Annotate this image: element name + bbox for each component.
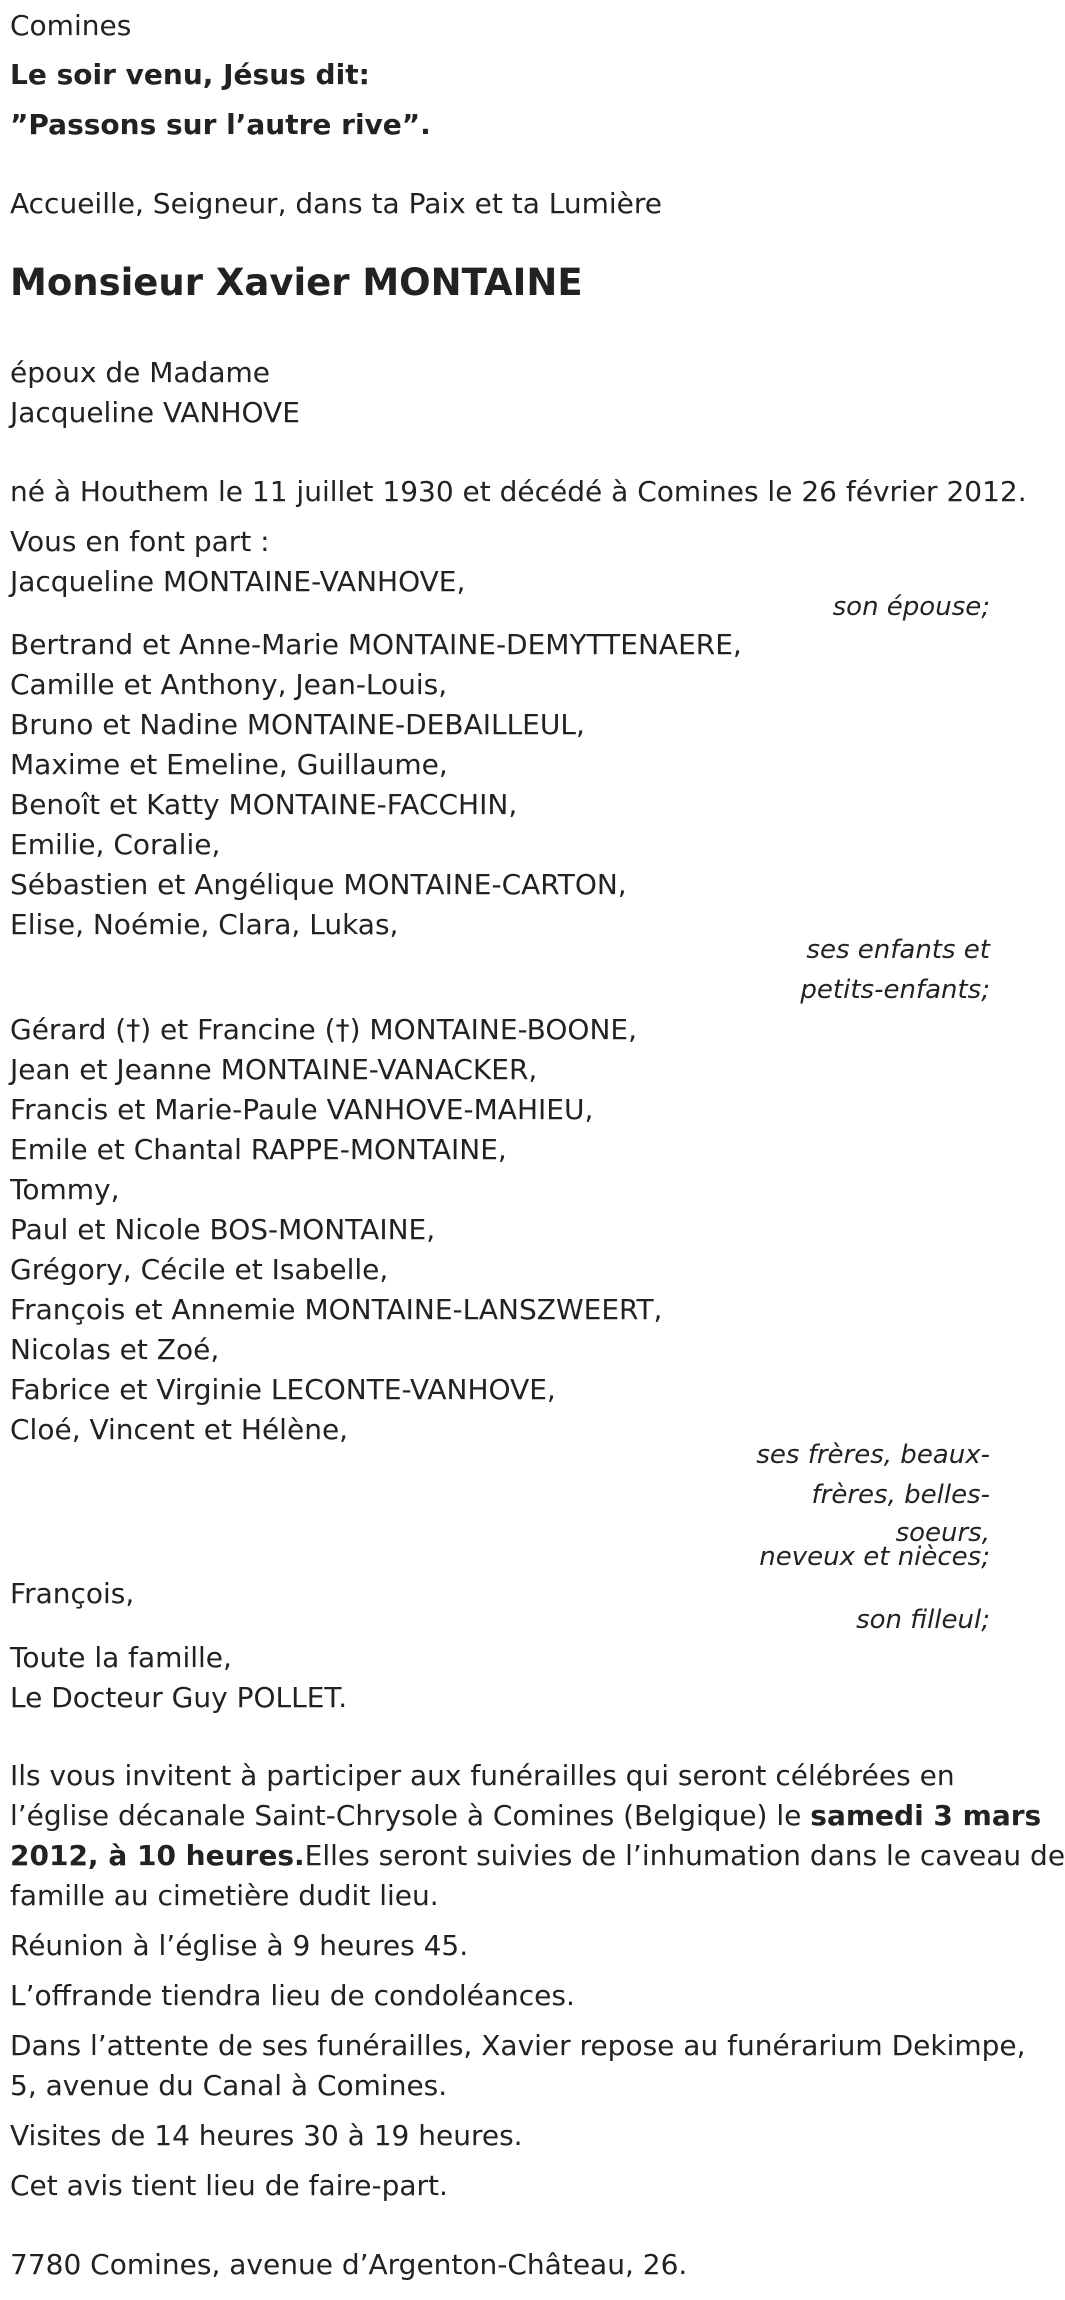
address-line: 7780 Comines, avenue d’Argenton-Château, 26. xyxy=(10,2248,688,2281)
invite-line-2-text: l’église décanale Saint-Chrysole à Comines (Belgique) le xyxy=(10,1799,811,1832)
siblings-role-line-4: neveux et nièces; xyxy=(759,1542,990,1572)
invite-line-1: Ils vous invitent à participer aux funérailles qui seront célébrées en xyxy=(10,1759,955,1792)
siblings-role-line-1: ses frères, beaux- xyxy=(756,1440,990,1470)
children-item: Emilie, Coralie, xyxy=(10,828,221,861)
children-item: Maxime et Emeline, Guillaume, xyxy=(10,748,448,781)
siblings-item: Cloé, Vincent et Hélène, xyxy=(10,1413,349,1446)
children-role-line-2: petits-enfants; xyxy=(800,975,990,1005)
children-item: Elise, Noémie, Clara, Lukas, xyxy=(10,908,399,941)
godson-entry: François, xyxy=(10,1577,135,1610)
notice-line: Cet avis tient lieu de faire-part. xyxy=(10,2169,448,2202)
invite-line-3-text: Elles seront suivies de l’inhumation dans le caveau de xyxy=(304,1839,1065,1872)
spouse-line-1: époux de Madame xyxy=(10,356,270,389)
siblings-item: Francis et Marie-Paule VANHOVE-MAHIEU, xyxy=(10,1093,594,1126)
siblings-item: Tommy, xyxy=(10,1173,120,1206)
siblings-role-line-3: soeurs, xyxy=(895,1518,990,1548)
children-item: Bruno et Nadine MONTAINE-DEBAILLEUL, xyxy=(10,708,585,741)
siblings-item: François et Annemie MONTAINE-LANSZWEERT, xyxy=(10,1293,663,1326)
children-item: Sébastien et Angélique MONTAINE-CARTON, xyxy=(10,868,627,901)
rest-line-2: 5, avenue du Canal à Comines. xyxy=(10,2069,448,2102)
children-item: Camille et Anthony, Jean-Louis, xyxy=(10,668,448,701)
children-role-line-1: ses enfants et xyxy=(806,935,990,965)
invite-line-3 xyxy=(10,1836,1065,1876)
siblings-item: Emile et Chantal RAPPE-MONTAINE, xyxy=(10,1133,507,1166)
children-item: Benoît et Katty MONTAINE-FACCHIN, xyxy=(10,788,518,821)
invite-line-4: famille au cimetière dudit lieu. xyxy=(10,1879,439,1912)
rest-line-1: Dans l’attente de ses funérailles, Xavier repose au funérarium Dekimpe, xyxy=(10,2029,1026,2062)
funeral-date: samedi 3 mars xyxy=(810,1799,1042,1832)
siblings-item: Nicolas et Zoé, xyxy=(10,1333,220,1366)
siblings-role-line-2: frères, belles- xyxy=(811,1480,990,1510)
siblings-item: Jean et Jeanne MONTAINE-VANACKER, xyxy=(10,1053,538,1086)
spouse-line-2: Jacqueline VANHOVE xyxy=(10,396,300,429)
siblings-item: Grégory, Cécile et Isabelle, xyxy=(10,1253,389,1286)
siblings-item: Gérard (†) et Francine (†) MONTAINE-BOONE, xyxy=(10,1013,637,1046)
godson-role: son filleul; xyxy=(856,1605,990,1635)
siblings-item: Fabrice et Virginie LECONTE-VANHOVE, xyxy=(10,1373,556,1406)
deceased-name: Monsieur Xavier MONTAINE xyxy=(10,261,583,304)
birth-death-line: né à Houthem le 11 juillet 1930 et décédé à Comines le 26 février 2012. xyxy=(10,475,1027,508)
invite-line-2 xyxy=(10,1796,1041,1836)
siblings-item: Paul et Nicole BOS-MONTAINE, xyxy=(10,1213,436,1246)
city-heading: Comines xyxy=(10,9,132,42)
family-line: Toute la famille, xyxy=(10,1641,232,1674)
funeral-time: 2012, à 10 heures. xyxy=(10,1839,305,1872)
offering-line: L’offrande tiendra lieu de condoléances. xyxy=(10,1979,575,2012)
quote-line-1: Le soir venu, Jésus dit: xyxy=(10,58,370,91)
children-item: Bertrand et Anne-Marie MONTAINE-DEMYTTENAERE, xyxy=(10,628,742,661)
announcement-intro: Vous en font part : xyxy=(10,525,270,558)
meeting-line: Réunion à l’église à 9 heures 45. xyxy=(10,1929,469,1962)
spouse-entry: Jacqueline MONTAINE-VANHOVE, xyxy=(10,565,466,598)
prayer-line: Accueille, Seigneur, dans ta Paix et ta Lumière xyxy=(10,187,663,220)
doctor-line: Le Docteur Guy POLLET. xyxy=(10,1681,348,1714)
quote-line-2: ”Passons sur l’autre rive”. xyxy=(10,108,431,141)
visits-line: Visites de 14 heures 30 à 19 heures. xyxy=(10,2119,523,2152)
spouse-role: son épouse; xyxy=(832,592,990,622)
